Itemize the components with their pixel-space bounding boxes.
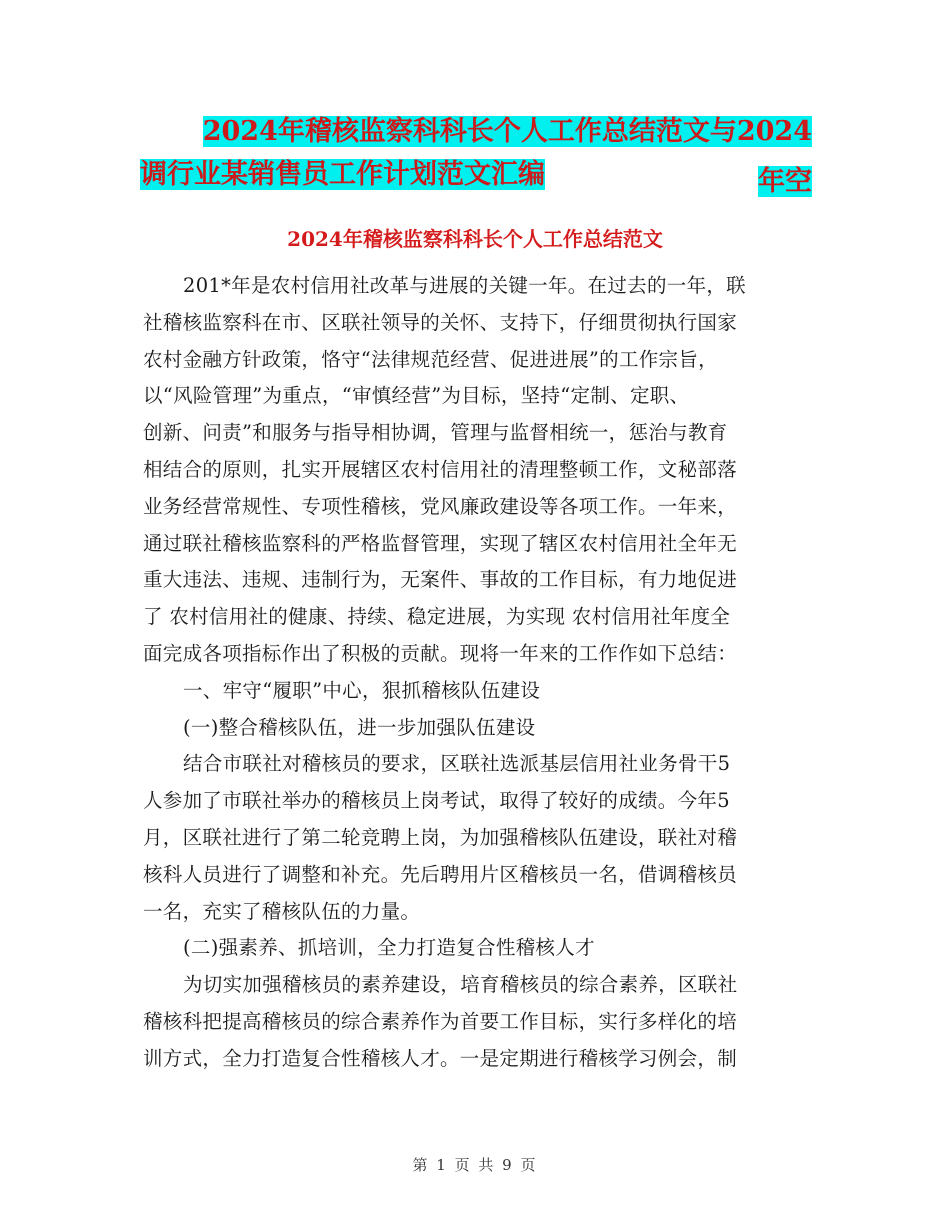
body-text-line: 核科人员进行了调整和补充。先后聘用片区稽核员一名，借调稽核员 — [143, 862, 738, 886]
body-text-line: 创新、问责”和服务与指导相协调，管理与监督相统一，惩治与教育 — [143, 421, 728, 445]
body-text-line: (一)整合稽核队伍，进一步加强队伍建设 — [183, 715, 536, 739]
body-text-line: 相结合的原则，扎实开展辖区农村信用社的清理整顿工作，文秘部落 — [143, 457, 738, 481]
body-text-line: 社稽核监察科在市、区联社领导的关怀、支持下，仔细贯彻执行国家 — [143, 310, 738, 334]
body-text-line: 人参加了市联社举办的稽核员上岗考试，取得了较好的成绩。今年5 — [143, 789, 730, 813]
body-text-line: 业务经营常规性、专项性稽核，党风廉政建设等各项工作。一年来， — [143, 494, 738, 518]
section-title: 2024年稽核监察科科长个人工作总结范文 — [287, 227, 663, 251]
body-text-line: 月，区联社进行了第二轮竞聘上岗，为加强稽核队伍建设，联社对稽 — [143, 825, 738, 849]
body-text-line: 训方式，全力打造复合性稽核人才。一是定期进行稽核学习例会，制 — [143, 1046, 738, 1070]
body-text-line: 以“风险管理”为重点，“审慎经营”为目标，坚持“定制、定职、 — [143, 384, 690, 408]
body-text-line: 为切实加强稽核员的素养建设，培育稽核员的综合素养，区联社 — [183, 973, 738, 997]
title-highlight: 调行业某销售员工作计划范文汇编 — [140, 159, 545, 190]
page-footer: 第 1 页 共 9 页 — [412, 1156, 538, 1174]
body-text-line: 了 农村信用社的健康、持续、稳定进展，为实现 农村信用社年度全 — [143, 605, 731, 629]
document-title-line-2 — [140, 150, 820, 200]
document-body — [143, 268, 798, 1078]
body-text-line: 重大违法、违规、违制行为，无案件、事故的工作目标，有力地促进 — [143, 568, 738, 592]
body-text-line: 一名，充实了稽核队伍的力量。 — [143, 899, 421, 923]
body-text-line: 农村金融方针政策，恪守“法律规范经营、促进进展”的工作宗旨， — [143, 347, 718, 371]
body-text-line: 结合市联社对稽核员的要求，区联社选派基层信用社业务骨干5 — [183, 752, 731, 776]
body-text-line: 稽核科把提高稽核员的综合素养作为首要工作目标，实行多样化的培 — [143, 1009, 738, 1033]
title-highlight: 2024年稽核监察科科长个人工作总结范文与2024年空 — [202, 116, 812, 197]
body-text-line: 201*年是农村信用社改革与进展的关键一年。在过去的一年，联 — [183, 274, 746, 297]
body-text-line: 通过联社稽核监察科的严格监督管理，实现了辖区农村信用社全年无 — [143, 531, 738, 555]
body-text-line: 一、牢守“履职”中心，狠抓稽核队伍建设 — [183, 678, 541, 702]
body-text-line: (二)强素养、抓培训，全力打造复合性稽核人才 — [183, 936, 595, 960]
body-text-line: 面完成各项指标作出了积极的贡献。现将一年来的工作作如下总结： — [143, 641, 738, 665]
